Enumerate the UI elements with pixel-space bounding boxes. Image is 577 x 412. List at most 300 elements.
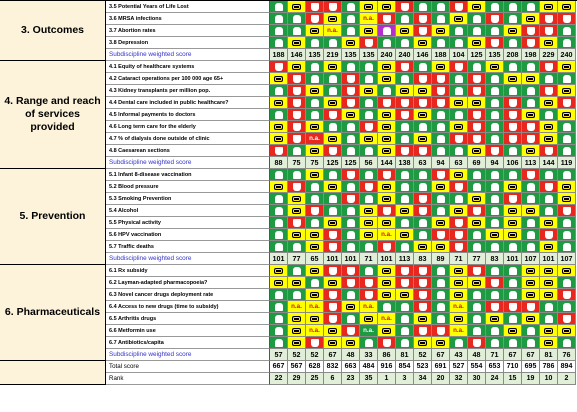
thumbs-down-icon [329, 303, 337, 311]
score-cell [378, 25, 396, 37]
pointing-hand-icon [436, 220, 445, 226]
score-cell [288, 181, 306, 193]
subdiscipline-score: 107 [558, 253, 576, 265]
score-cell [324, 217, 342, 229]
pointing-hand-icon [508, 28, 517, 34]
subdiscipline-score: 76 [558, 349, 576, 361]
thumbs-down-icon [473, 135, 481, 143]
score-cell [306, 205, 324, 217]
score-cell [324, 1, 342, 13]
score-cell [306, 25, 324, 37]
score-cell [378, 13, 396, 25]
subdiscipline-score: 229 [540, 49, 558, 61]
pointing-hand-icon [292, 316, 301, 322]
thumbs-up-icon [437, 3, 445, 11]
rank-value: 15 [504, 373, 522, 385]
score-cell [270, 181, 288, 193]
score-cell [432, 301, 450, 313]
score-cell [414, 109, 432, 121]
thumbs-down-icon [419, 267, 427, 275]
score-cell [540, 37, 558, 49]
na-text: n.a. [309, 135, 320, 142]
score-cell [522, 25, 540, 37]
indicator-label: 4.5 Informal payments to doctors [106, 109, 270, 121]
rank-value: 10 [540, 373, 558, 385]
pointing-hand-icon [562, 4, 571, 10]
score-cell [540, 205, 558, 217]
pointing-hand-icon [292, 340, 301, 346]
score-cell [486, 145, 504, 157]
score-cell [540, 169, 558, 181]
thumbs-up-icon [563, 27, 571, 35]
score-cell [396, 133, 414, 145]
rank-value: 6 [324, 373, 342, 385]
score-cell [288, 241, 306, 253]
score-cell [504, 229, 522, 241]
pointing-hand-icon [526, 268, 535, 274]
subdiscipline-score: 146 [288, 49, 306, 61]
thumbs-down-icon [563, 99, 571, 107]
score-cell [468, 181, 486, 193]
pointing-hand-icon [400, 28, 409, 34]
score-cell [396, 97, 414, 109]
score-cell [396, 85, 414, 97]
score-cell [306, 73, 324, 85]
score-cell [306, 265, 324, 277]
thumbs-up-icon [329, 39, 337, 47]
thumbs-up-icon [293, 267, 301, 275]
thumbs-up-icon [401, 303, 409, 311]
score-cell [342, 37, 360, 49]
score-cell [468, 193, 486, 205]
subdiscipline-score: 125 [324, 157, 342, 169]
score-cell [396, 145, 414, 157]
score-cell [288, 337, 306, 349]
score-cell [432, 25, 450, 37]
thumbs-up-icon [275, 111, 283, 119]
score-cell [414, 289, 432, 301]
pointing-hand-icon [454, 172, 463, 178]
thumbs-up-icon [383, 27, 391, 35]
score-cell [396, 109, 414, 121]
score-cell [396, 205, 414, 217]
pointing-hand-icon [382, 328, 391, 334]
score-cell [558, 13, 576, 25]
pointing-hand-icon [562, 184, 571, 190]
score-cell [378, 205, 396, 217]
score-cell [468, 25, 486, 37]
pointing-hand-icon [418, 88, 427, 94]
score-cell [486, 193, 504, 205]
score-cell [486, 325, 504, 337]
score-cell [414, 313, 432, 325]
score-cell [558, 289, 576, 301]
subdiscipline-score: 57 [270, 349, 288, 361]
score-cell [360, 61, 378, 73]
score-cell [450, 277, 468, 289]
score-cell [486, 61, 504, 73]
score-cell [486, 289, 504, 301]
thumbs-up-icon [473, 303, 481, 311]
thumbs-down-icon [329, 111, 337, 119]
score-cell [414, 337, 432, 349]
score-cell [468, 337, 486, 349]
score-cell [522, 205, 540, 217]
score-cell [270, 277, 288, 289]
thumbs-down-icon [527, 135, 535, 143]
rank-value: 32 [450, 373, 468, 385]
score-cell [540, 325, 558, 337]
thumbs-up-icon [527, 3, 535, 11]
score-cell [270, 145, 288, 157]
score-cell [432, 337, 450, 349]
score-cell [432, 97, 450, 109]
score-cell [378, 73, 396, 85]
thumbs-up-icon [293, 27, 301, 35]
score-cell [396, 289, 414, 301]
thumbs-up-icon [275, 243, 283, 251]
pointing-hand-icon [310, 172, 319, 178]
na-text: n.a. [381, 231, 392, 238]
score-cell [558, 265, 576, 277]
score-cell [396, 13, 414, 25]
thumbs-up-icon [275, 27, 283, 35]
thumbs-up-icon [509, 147, 517, 155]
thumbs-down-icon [383, 171, 391, 179]
thumbs-up-icon [437, 123, 445, 131]
score-cell [450, 37, 468, 49]
pointing-hand-icon [346, 40, 355, 46]
pointing-hand-icon [544, 292, 553, 298]
subdiscipline-score: 119 [558, 157, 576, 169]
score-cell [504, 37, 522, 49]
score-cell [288, 229, 306, 241]
thumbs-down-icon [545, 15, 553, 23]
subdiscipline-score: 88 [270, 157, 288, 169]
thumbs-down-icon [401, 111, 409, 119]
subdiscipline-score: 48 [468, 349, 486, 361]
thumbs-up-icon [527, 99, 535, 107]
score-cell [396, 181, 414, 193]
score-cell [468, 85, 486, 97]
pointing-hand-icon [400, 232, 409, 238]
subdiscipline-score: 94 [486, 157, 504, 169]
score-cell [468, 1, 486, 13]
score-cell [360, 229, 378, 241]
score-cell [414, 241, 432, 253]
score-cell [540, 313, 558, 325]
score-cell [486, 277, 504, 289]
thumbs-up-icon [275, 171, 283, 179]
score-cell [432, 109, 450, 121]
thumbs-down-icon [365, 291, 373, 299]
pointing-hand-icon [508, 232, 517, 238]
pointing-hand-icon [508, 328, 517, 334]
thumbs-up-icon [509, 339, 517, 347]
thumbs-up-icon [509, 15, 517, 23]
score-cell [378, 85, 396, 97]
score-cell [360, 97, 378, 109]
subdiscipline-score: 125 [468, 49, 486, 61]
total-score: 894 [558, 361, 576, 373]
score-cell [432, 229, 450, 241]
score-cell [396, 325, 414, 337]
thumbs-down-icon [491, 303, 499, 311]
score-cell [342, 241, 360, 253]
thumbs-up-icon [347, 243, 355, 251]
score-cell [288, 133, 306, 145]
total-score: 628 [306, 361, 324, 373]
thumbs-up-icon [563, 243, 571, 251]
subdiscipline-score: 219 [324, 49, 342, 61]
thumbs-up-icon [311, 99, 319, 107]
score-cell [432, 61, 450, 73]
pointing-hand-icon [454, 124, 463, 130]
subdiscipline-score: 86 [378, 349, 396, 361]
indicator-label: 6.1 Rx subsidy [106, 265, 270, 277]
score-cell [396, 241, 414, 253]
subdiscipline-score: 33 [360, 349, 378, 361]
score-cell [486, 37, 504, 49]
score-cell [504, 145, 522, 157]
thumbs-up-icon [509, 267, 517, 275]
pointing-hand-icon [454, 100, 463, 106]
subdiscipline-score: 135 [342, 49, 360, 61]
thumbs-down-icon [275, 147, 283, 155]
score-cell [468, 313, 486, 325]
score-cell [540, 109, 558, 121]
score-cell [504, 61, 522, 73]
pointing-hand-icon [454, 208, 463, 214]
score-cell [342, 169, 360, 181]
score-cell [342, 277, 360, 289]
rank-value: 22 [270, 373, 288, 385]
score-cell [540, 85, 558, 97]
score-cell [396, 169, 414, 181]
pointing-hand-icon [328, 16, 337, 22]
thumbs-down-icon [329, 267, 337, 275]
pointing-hand-icon [418, 244, 427, 250]
pointing-hand-icon [382, 4, 391, 10]
thumbs-up-icon [419, 3, 427, 11]
score-cell [504, 265, 522, 277]
score-cell [270, 109, 288, 121]
thumbs-down-icon [329, 291, 337, 299]
thumbs-down-icon [419, 291, 427, 299]
subdiscipline-score: 135 [306, 49, 324, 61]
thumbs-down-icon [527, 123, 535, 131]
score-cell [522, 181, 540, 193]
pointing-hand-icon [454, 268, 463, 274]
score-cell [486, 301, 504, 313]
score-cell [558, 277, 576, 289]
score-cell [288, 325, 306, 337]
subdiscipline-score: 208 [504, 49, 522, 61]
pointing-hand-icon [454, 292, 463, 298]
pointing-hand-icon [562, 328, 571, 334]
score-cell [396, 337, 414, 349]
score-cell [558, 61, 576, 73]
thumbs-up-icon [329, 87, 337, 95]
thumbs-up-icon [311, 183, 319, 191]
thumbs-down-icon [329, 315, 337, 323]
pointing-hand-icon [364, 316, 373, 322]
score-cell [522, 337, 540, 349]
thumbs-down-icon [293, 219, 301, 227]
thumbs-up-icon [509, 87, 517, 95]
score-cell [288, 313, 306, 325]
pointing-hand-icon [382, 136, 391, 142]
thumbs-down-icon [491, 279, 499, 287]
thumbs-up-icon [293, 147, 301, 155]
score-cell [522, 313, 540, 325]
score-cell [540, 145, 558, 157]
score-cell [504, 313, 522, 325]
score-cell [270, 265, 288, 277]
thumbs-up-icon [311, 279, 319, 287]
score-cell [504, 133, 522, 145]
score-cell [414, 145, 432, 157]
score-cell [288, 13, 306, 25]
pointing-hand-icon [544, 4, 553, 10]
score-cell [558, 301, 576, 313]
thumbs-up-icon [545, 75, 553, 83]
thumbs-up-icon [491, 183, 499, 191]
score-cell [378, 181, 396, 193]
pointing-hand-icon [382, 64, 391, 70]
subdiscipline-score: 240 [396, 49, 414, 61]
thumbs-down-icon [311, 15, 319, 23]
section-title-outcomes: 3. Outcomes [0, 1, 106, 61]
thumbs-up-icon [527, 183, 535, 191]
score-cell [378, 265, 396, 277]
rank-value: 30 [468, 373, 486, 385]
thumbs-up-icon [347, 15, 355, 23]
subdiscipline-score: 198 [522, 49, 540, 61]
score-cell [378, 121, 396, 133]
total-score: 653 [486, 361, 504, 373]
indicator-label: 4.2 Cataract operations per 100 000 age 65+ [106, 73, 270, 85]
pointing-hand-icon [472, 100, 481, 106]
score-cell [432, 289, 450, 301]
thumbs-up-icon [383, 87, 391, 95]
score-cell [468, 229, 486, 241]
score-cell [324, 97, 342, 109]
thumbs-up-icon [527, 63, 535, 71]
pointing-hand-icon [472, 148, 481, 154]
score-cell [522, 241, 540, 253]
score-cell [306, 1, 324, 13]
thumbs-down-icon [311, 207, 319, 215]
thumbs-up-icon [437, 111, 445, 119]
pointing-hand-icon [328, 64, 337, 70]
score-cell [342, 337, 360, 349]
score-cell [324, 277, 342, 289]
score-cell [540, 73, 558, 85]
score-cell [288, 61, 306, 73]
thumbs-down-icon [509, 111, 517, 119]
pointing-hand-icon [436, 64, 445, 70]
score-cell [360, 109, 378, 121]
indicator-label: 5.5 Physical activity [106, 217, 270, 229]
score-cell [288, 301, 306, 313]
score-cell [504, 97, 522, 109]
score-cell [270, 241, 288, 253]
thumbs-up-icon [419, 123, 427, 131]
score-cell [378, 133, 396, 145]
score-cell [414, 97, 432, 109]
score-cell [504, 169, 522, 181]
pointing-hand-icon [292, 328, 301, 334]
score-cell [288, 25, 306, 37]
pointing-hand-icon [382, 196, 391, 202]
pointing-hand-icon [274, 100, 283, 106]
score-cell [450, 229, 468, 241]
score-cell [360, 193, 378, 205]
pointing-hand-icon [328, 340, 337, 346]
thumbs-down-icon [563, 207, 571, 215]
pointing-hand-icon [562, 196, 571, 202]
score-cell [324, 109, 342, 121]
score-cell [306, 217, 324, 229]
score-cell [504, 109, 522, 121]
score-cell [486, 133, 504, 145]
score-cell [324, 169, 342, 181]
score-cell [432, 205, 450, 217]
score-cell [540, 97, 558, 109]
score-cell [504, 241, 522, 253]
score-cell [396, 217, 414, 229]
thumbs-down-icon [473, 111, 481, 119]
score-cell [432, 145, 450, 157]
score-cell [450, 61, 468, 73]
thumbs-up-icon [311, 195, 319, 203]
thumbs-up-icon [275, 231, 283, 239]
thumbs-up-icon [491, 135, 499, 143]
thumbs-up-icon [563, 147, 571, 155]
thumbs-down-icon [347, 87, 355, 95]
score-cell [324, 313, 342, 325]
score-cell [504, 73, 522, 85]
thumbs-up-icon [563, 171, 571, 179]
pointing-hand-icon [526, 280, 535, 286]
score-cell [432, 325, 450, 337]
score-cell [288, 169, 306, 181]
score-cell [414, 229, 432, 241]
pointing-hand-icon [562, 268, 571, 274]
na-text: n.a. [363, 327, 374, 334]
score-cell [288, 265, 306, 277]
thumbs-up-icon [491, 267, 499, 275]
thumbs-up-icon [347, 63, 355, 71]
score-cell [450, 85, 468, 97]
thumbs-down-icon [329, 3, 337, 11]
thumbs-up-icon [293, 171, 301, 179]
thumbs-down-icon [311, 3, 319, 11]
thumbs-down-icon [365, 183, 373, 191]
pointing-hand-icon [274, 184, 283, 190]
pointing-hand-icon [328, 280, 337, 286]
pointing-hand-icon [472, 280, 481, 286]
score-cell [342, 73, 360, 85]
score-cell [522, 193, 540, 205]
score-cell [378, 109, 396, 121]
thumbs-down-icon [491, 147, 499, 155]
score-cell [432, 169, 450, 181]
score-cell [558, 325, 576, 337]
score-cell [504, 85, 522, 97]
subdiscipline-score: 101 [540, 253, 558, 265]
